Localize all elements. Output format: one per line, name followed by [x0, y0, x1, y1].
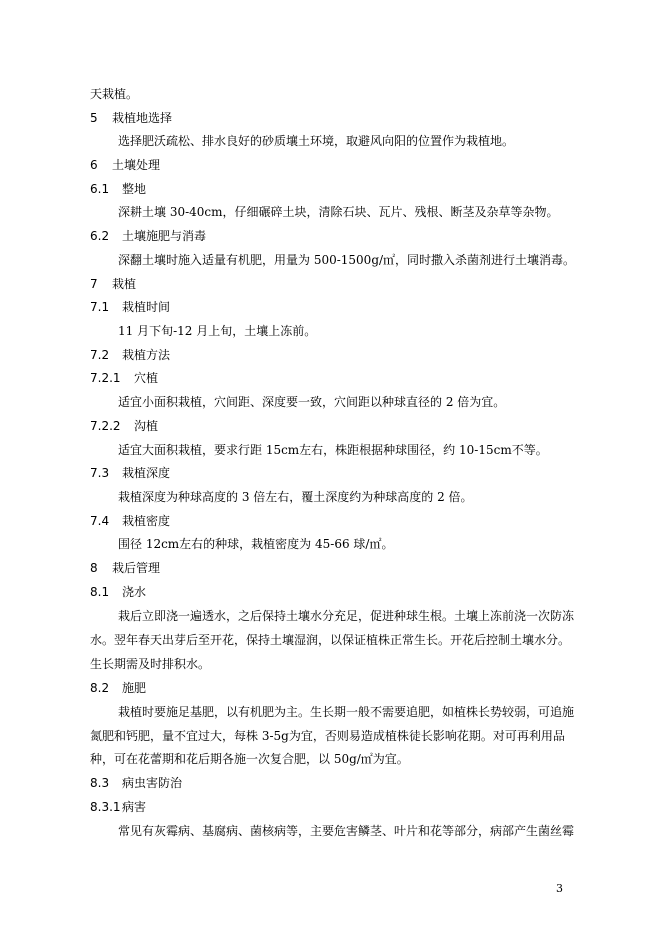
paragraph-line: 栽植时要施足基肥，以有机肥为主。生长期一般不需要追肥，如植株长势较弱，可追施	[118, 705, 575, 719]
heading-title: 病虫害防治	[122, 776, 183, 790]
subsection-heading	[90, 182, 146, 197]
heading-number: 6.2	[90, 229, 110, 243]
subsubsection-heading	[90, 371, 158, 386]
heading-title: 栽植地选择	[112, 111, 173, 125]
heading-number: 7.3	[90, 466, 110, 480]
heading-title: 病害	[122, 800, 147, 814]
heading-title: 穴植	[134, 371, 159, 385]
heading-title: 土壤施肥与消毒	[122, 229, 207, 243]
paragraph-line: 水。翌年春天出芽后至开花，保持土壤湿润，以保证植株正常生长。开花后控制土壤水分。	[90, 633, 571, 647]
paragraph-line: 常见有灰霉病、基腐病、菌核病等，主要危害鳞茎、叶片和花等部分，病部产生菌丝霉	[118, 824, 575, 838]
subsubsection-heading	[90, 419, 158, 434]
paragraph-line: 栽后立即浇一遍透水，之后保持土壤水分充足，促进种球生根。土壤上冻前浇一次防冻	[118, 609, 575, 623]
section-heading	[90, 277, 136, 292]
heading-number: 6.1	[90, 182, 110, 196]
paragraph-line: 氮肥和钙肥，量不宜过大，每株 3-5g为宜，否则易造成植株徒长影响花期。对可再利用品	[90, 729, 565, 743]
heading-title: 整地	[122, 182, 147, 196]
heading-title: 栽植密度	[122, 514, 171, 528]
paragraph-line: 天栽植。	[90, 87, 139, 101]
heading-number: 8.3	[90, 776, 110, 790]
heading-number: 7.4	[90, 514, 110, 528]
paragraph-line: 选择肥沃疏松、排水良好的砂质壤土环境，取避风向阳的位置作为栽植地。	[118, 134, 515, 148]
heading-title: 浇水	[122, 585, 147, 599]
heading-number: 7.2	[90, 348, 110, 362]
section-heading	[90, 111, 172, 126]
heading-title: 栽植深度	[122, 466, 171, 480]
heading-number: 7.2.1	[90, 371, 121, 385]
subsubsection-heading	[90, 800, 146, 815]
subsection-heading	[90, 514, 170, 529]
heading-number: 8.1	[90, 585, 110, 599]
heading-number: 7.2.2	[90, 419, 121, 433]
heading-title: 土壤处理	[112, 158, 161, 172]
page-number: 3	[556, 882, 563, 895]
subsection-heading	[90, 300, 170, 315]
heading-number: 5	[90, 111, 98, 125]
paragraph-line: 围径 12cm左右的种球，栽植密度为 45-66 球/㎡。	[118, 537, 394, 551]
subsection-heading	[90, 466, 170, 481]
subsection-heading	[90, 776, 182, 791]
subsection-heading	[90, 348, 170, 363]
heading-number: 8.3.1	[90, 800, 121, 814]
heading-title: 沟植	[134, 419, 159, 433]
heading-number: 7.1	[90, 300, 110, 314]
heading-title: 栽植方法	[122, 348, 171, 362]
heading-number: 8	[90, 561, 98, 575]
heading-title: 栽植时间	[122, 300, 171, 314]
subsection-heading	[90, 229, 206, 244]
heading-title: 施肥	[122, 681, 147, 695]
heading-number: 8.2	[90, 681, 110, 695]
paragraph-line: 生长期需及时排积水。	[90, 657, 211, 671]
heading-title: 栽后管理	[112, 561, 161, 575]
paragraph-line: 深翻土壤时施入适量有机肥，用量为 500-1500g/㎡，同时撒入杀菌剂进行土壤消毒。	[118, 253, 576, 267]
subsection-heading	[90, 681, 146, 696]
paragraph-line: 适宜小面积栽植，穴间距、深度要一致，穴间距以种球直径的 2 倍为宜。	[118, 395, 506, 409]
heading-number: 7	[90, 277, 98, 291]
heading-number: 6	[90, 158, 98, 172]
section-heading	[90, 158, 160, 173]
subsection-heading	[90, 585, 146, 600]
paragraph-line: 种，可在花蕾期和花后期各施一次复合肥，以 50g/㎡为宜。	[90, 752, 409, 766]
heading-title: 栽植	[112, 277, 137, 291]
paragraph-line: 11 月下旬-12 月上旬，土壤上冻前。	[118, 324, 317, 338]
section-heading	[90, 561, 160, 576]
paragraph-line: 栽植深度为种球高度的 3 倍左右，覆土深度约为种球高度的 2 倍。	[118, 490, 473, 504]
paragraph-line: 深耕土壤 30-40cm，仔细碾碎土块，清除石块、瓦片、残根、断茎及杂草等杂物。	[118, 205, 559, 219]
paragraph-line: 适宜大面积栽植，要求行距 15cm左右，株距根据种球围径，约 10-15cm不等。	[118, 443, 548, 457]
